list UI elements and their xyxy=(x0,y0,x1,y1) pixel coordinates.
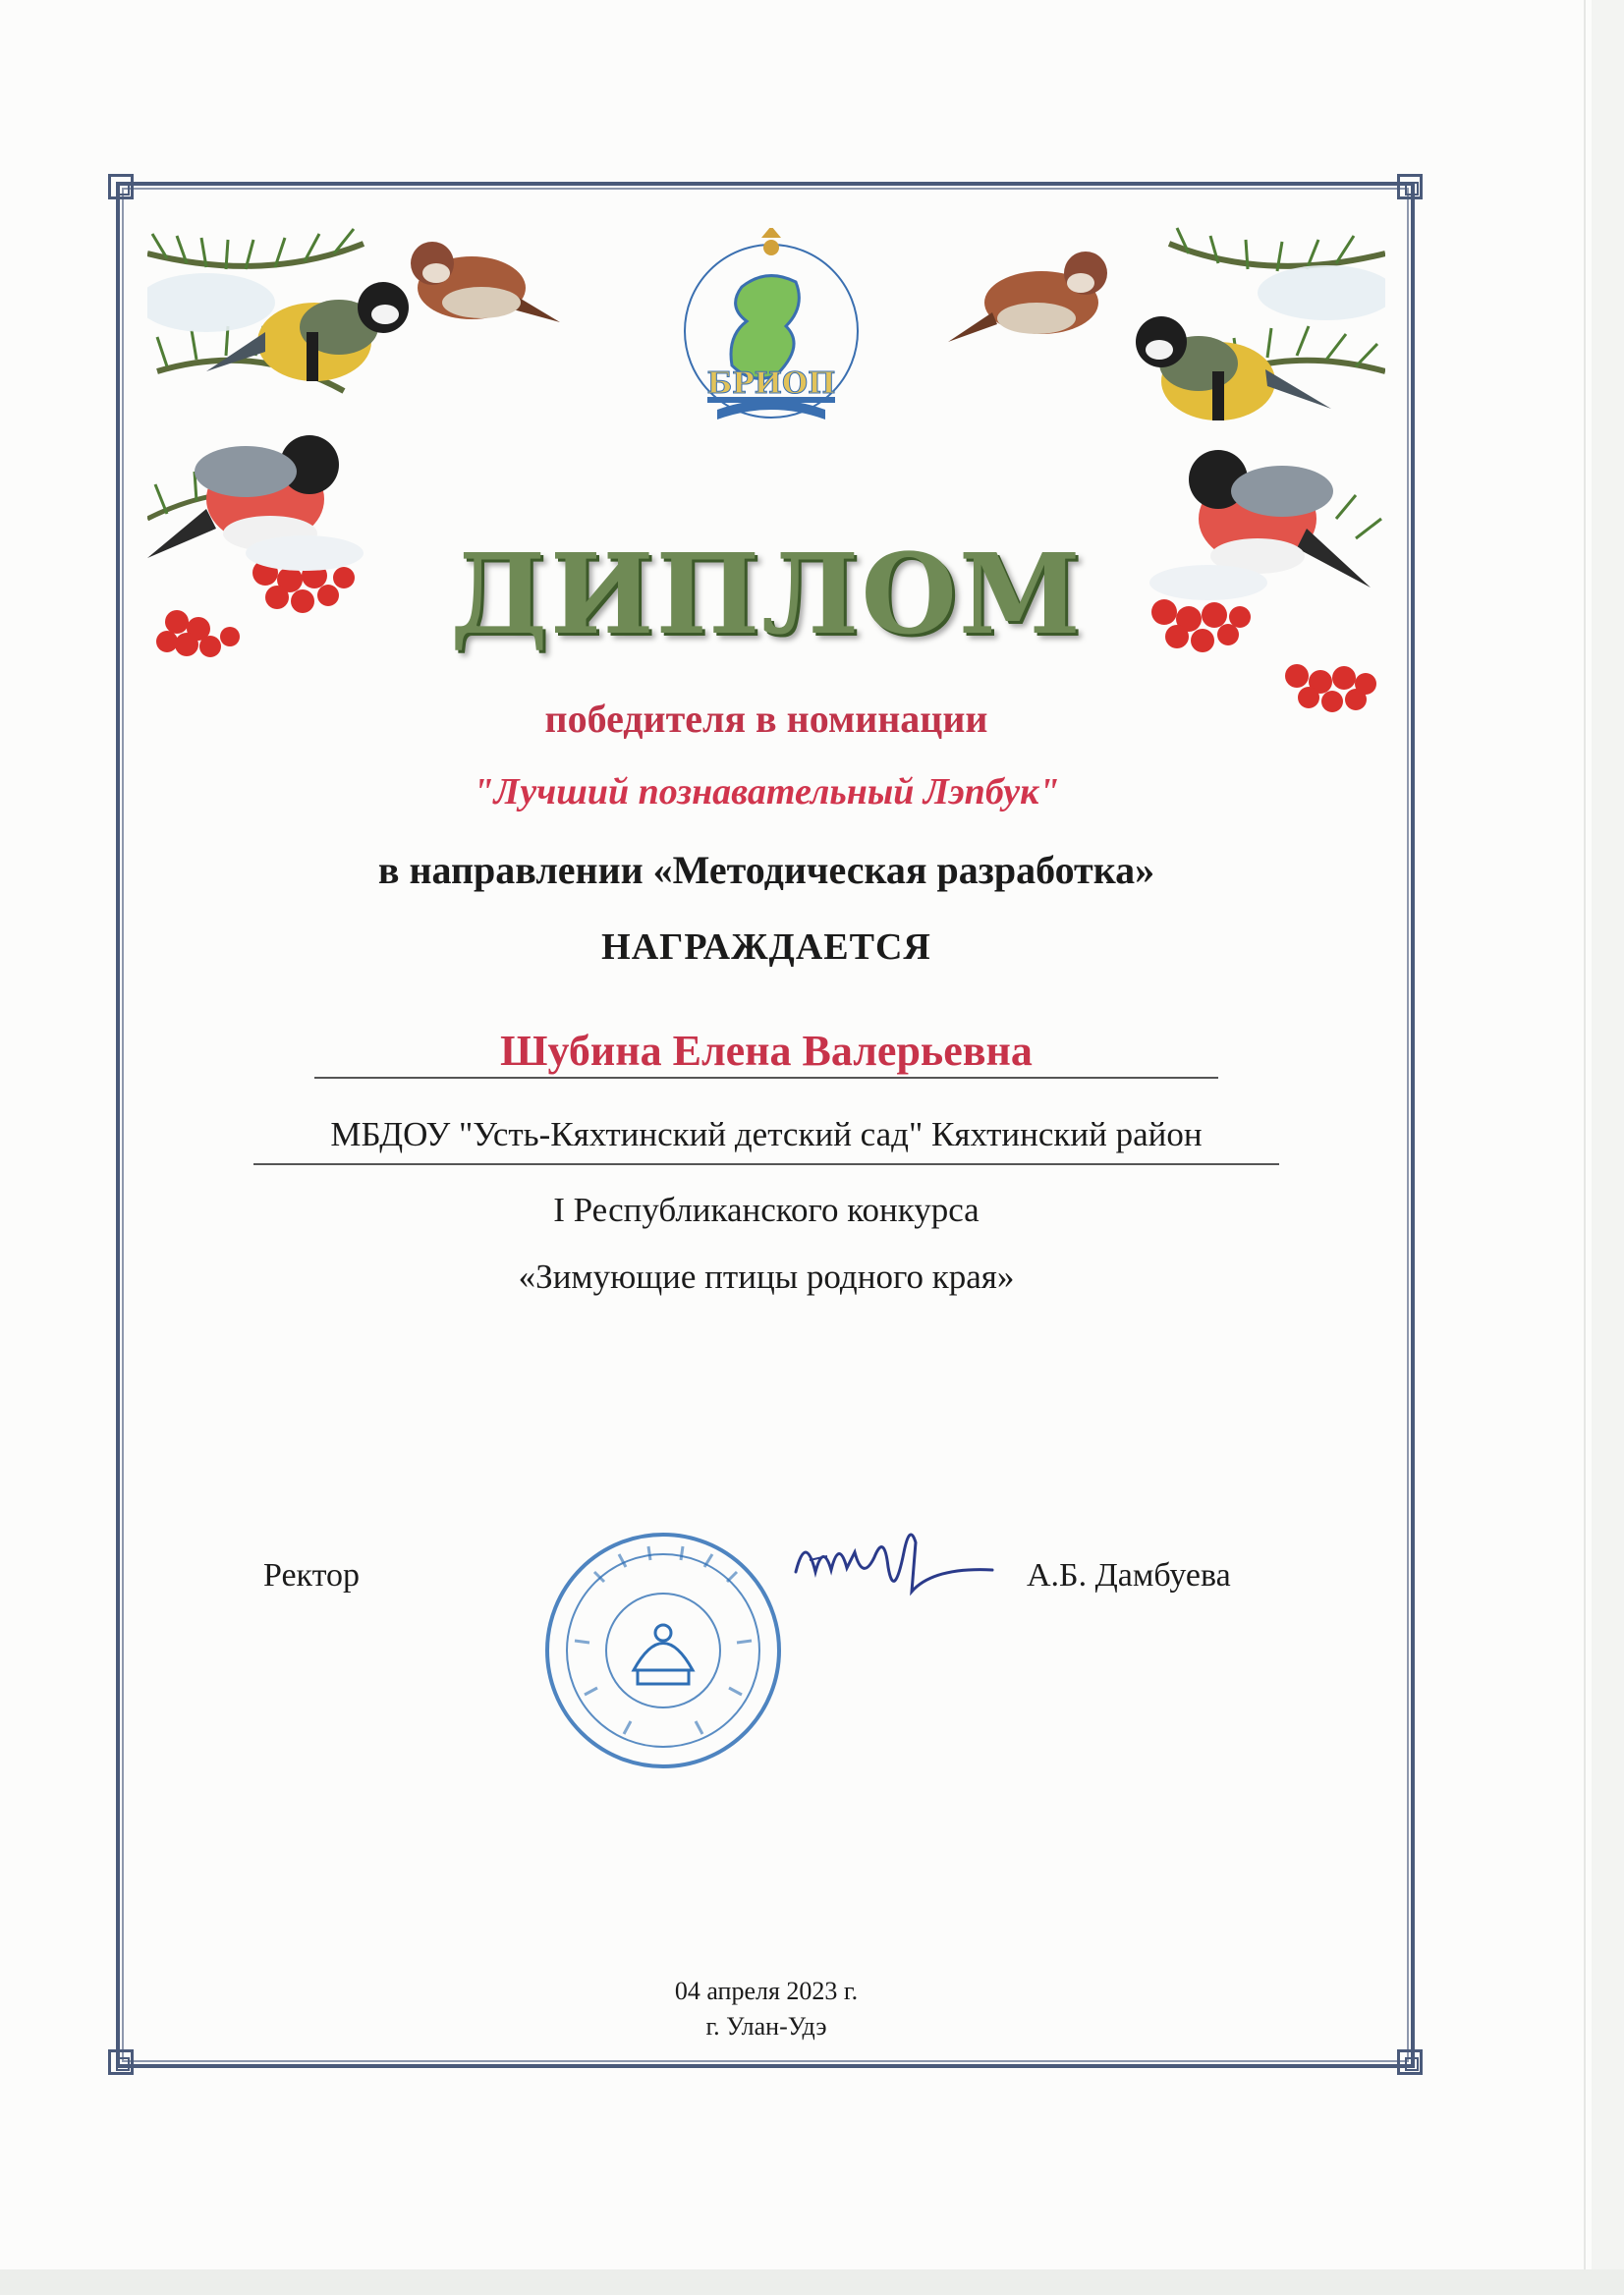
frame-corner-top-left xyxy=(108,174,134,199)
direction-line: в направлении «Методическая разработка» xyxy=(377,848,1155,892)
great-tit-illustration-right xyxy=(1136,316,1331,420)
diploma-subtitle: победителя в номинации xyxy=(544,697,988,741)
awarded-heading: НАГРАЖДАЕТСЯ xyxy=(601,926,931,968)
scanner-background xyxy=(0,2269,1624,2295)
nomination-name: "Лучший познавательный Лэпбук" xyxy=(473,771,1060,812)
recipient-underline xyxy=(314,1077,1218,1079)
signatory-role: Ректор xyxy=(263,1557,361,1594)
diploma-title: ДИПЛОМ xyxy=(450,531,1083,659)
frame-corner-bottom-right xyxy=(1397,2049,1423,2075)
logo-text: БРИОП xyxy=(706,366,836,401)
diploma-city: г. Улан-Удэ xyxy=(705,2012,827,2041)
sparrow-illustration xyxy=(411,242,560,322)
signatory-name: А.Б. Дамбуева xyxy=(1027,1557,1231,1594)
handwritten-signature xyxy=(786,1513,1002,1621)
contest-name: «Зимующие птицы родного края» xyxy=(518,1258,1015,1296)
brio-logo xyxy=(658,228,884,444)
frame-corner-bottom-left xyxy=(108,2049,134,2075)
paper-edge xyxy=(1584,0,1586,2295)
recipient-name: Шубина Елена Валерьевна xyxy=(500,1027,1033,1075)
organization-underline xyxy=(253,1163,1279,1165)
diploma-date: 04 апреля 2023 г. xyxy=(674,1977,859,2005)
sparrow-illustration-right xyxy=(948,252,1107,342)
official-stamp xyxy=(535,1523,791,1778)
frame-corner-top-right xyxy=(1397,174,1423,199)
organization-line: МБДОУ "Усть-Кяхтинский детский сад" Кяхтинский район xyxy=(330,1115,1203,1153)
contest-line: I Республиканского конкурса xyxy=(553,1191,980,1229)
